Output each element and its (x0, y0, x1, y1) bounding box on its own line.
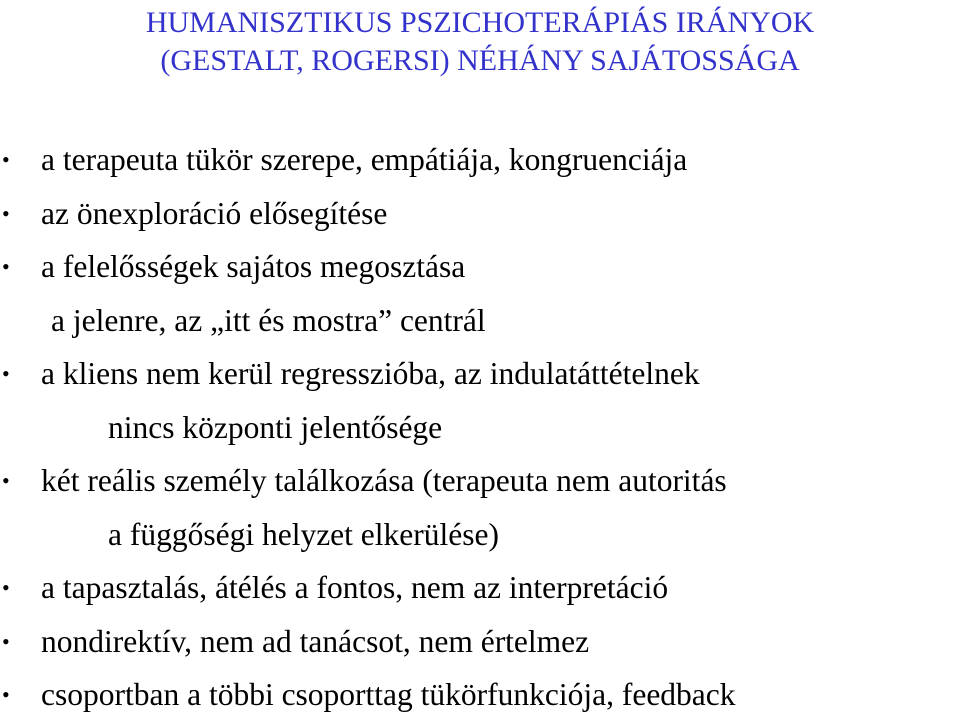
bullet-dot-icon: • (2, 575, 10, 600)
list-item-text: az önexploráció elősegítése (41, 195, 388, 231)
list-item (0, 454, 960, 561)
list-item (0, 240, 960, 294)
list-item (0, 561, 960, 615)
list-item (0, 347, 960, 454)
list-item-text: a tapasztalás, átélés a fontos, nem az interpretáció (41, 570, 669, 605)
slide-title-line-1: HUMANISZTIKUS PSZICHOTERÁPIÁS IRÁNYOK (145, 6, 815, 39)
list-item-continuation: nincs központi jelentősége (108, 409, 443, 445)
bullet-dot-icon: • (2, 200, 10, 226)
list-item-text: a jelenre, az „itt és mostra” centrál (51, 302, 486, 338)
list-item (0, 187, 960, 241)
bullet-list (0, 133, 960, 722)
bullet-dot-icon: • (2, 254, 10, 279)
list-item-text: nondirektív, nem ad tanácsot, nem értelmez (41, 623, 590, 659)
bullet-dot-icon: • (2, 147, 10, 172)
list-item-text: két reális személy találkozása (terapeuta nem autoritás (41, 463, 727, 498)
list-item (0, 294, 960, 348)
bullet-dot-icon: • (2, 361, 10, 386)
bullet-dot-icon: • (2, 468, 10, 493)
slide-title (0, 4, 960, 80)
list-item (0, 668, 960, 722)
list-item-text: a terapeuta tükör szerepe, empátiája, kongruenciája (41, 142, 688, 177)
list-item-text: a felelősségek sajátos megosztása (41, 249, 466, 284)
bullet-dot-icon: • (2, 682, 10, 707)
list-item-text: a kliens nem kerül regresszióba, az indulatáttételnek (41, 356, 700, 391)
slide-title-line-2: (GESTALT, ROGERSI) NÉHÁNY SAJÁTOSSÁGA (160, 44, 800, 77)
bullet-dot-icon: • (2, 628, 10, 654)
list-item-continuation: a függőségi helyzet elkerülése) (108, 516, 499, 552)
list-item (0, 133, 960, 187)
list-item-text: csoportban a többi csoporttag tükörfunkciója, feedback (41, 677, 736, 712)
list-item (0, 615, 960, 669)
